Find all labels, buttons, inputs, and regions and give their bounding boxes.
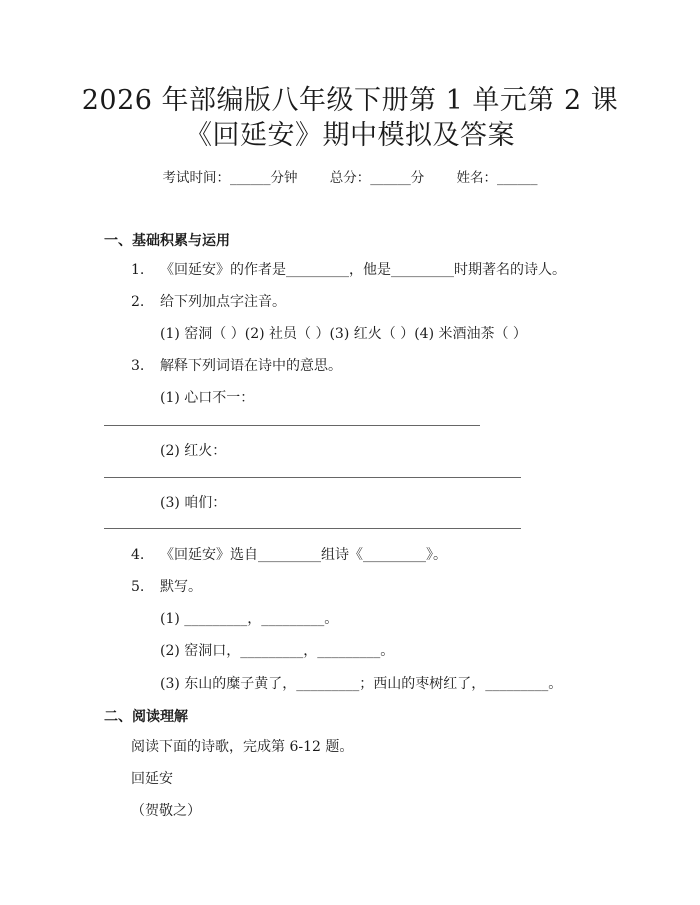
question-5-item-2: (2) 窑洞口，_________，_________。: [160, 643, 395, 659]
student-name-field: 姓名：______: [456, 170, 538, 186]
poem-title: 回延安: [131, 771, 173, 787]
question-text: 默写。: [160, 579, 202, 595]
question-text: 给下列加点字注音。: [160, 294, 286, 310]
section-heading-basics: 一、基础积累与运用: [104, 233, 230, 249]
question-5-item-1: (1) _________，_________。: [160, 611, 339, 627]
question-text: 《回延安》的作者是_________，他是_________时期著名的诗人。: [160, 262, 566, 278]
answer-line: [104, 477, 521, 478]
answer-line: [104, 425, 480, 426]
section-heading-reading: 二、阅读理解: [104, 709, 188, 725]
question-3-item-3: (3) 咱们：: [160, 495, 227, 511]
question-number: 5.: [131, 579, 145, 595]
page-title-line1: 2026 年部编版八年级下册第 1 单元第 2 课: [81, 85, 619, 116]
question-2-options: (1) 窑洞（ ）(2) 社员（ ）(3) 红火（ ）(4) 米酒油茶（ ）: [160, 326, 527, 342]
exam-score-field: 总分：______分: [329, 170, 425, 186]
question-text: 《回延安》选自_________组诗《_________》。: [160, 547, 447, 563]
poem-author: （贺敬之）: [131, 803, 201, 819]
question-number: 3.: [131, 358, 145, 374]
question-number: 1.: [131, 262, 145, 278]
question-text: 解释下列词语在诗中的意思。: [160, 358, 342, 374]
exam-time-field: 考试时间：______分钟: [162, 170, 298, 186]
reading-instruction: 阅读下面的诗歌，完成第 6-12 题。: [131, 739, 354, 755]
answer-line: [104, 528, 521, 529]
question-1: [131, 260, 566, 280]
question-2: [131, 292, 286, 312]
question-number: 4.: [131, 547, 145, 563]
question-3: [131, 356, 342, 376]
page-title-line2: 《回延安》期中模拟及答案: [185, 120, 515, 151]
question-number: 2.: [131, 294, 145, 310]
question-3-item-1: (1) 心口不一：: [160, 390, 255, 406]
question-5-item-3: (3) 东山的糜子黄了，_________；西山的枣树红了，_________。: [160, 676, 563, 692]
exam-info: [0, 168, 700, 188]
question-3-item-2: (2) 红火：: [160, 443, 227, 459]
question-4: [131, 545, 447, 565]
question-5: [131, 577, 202, 597]
